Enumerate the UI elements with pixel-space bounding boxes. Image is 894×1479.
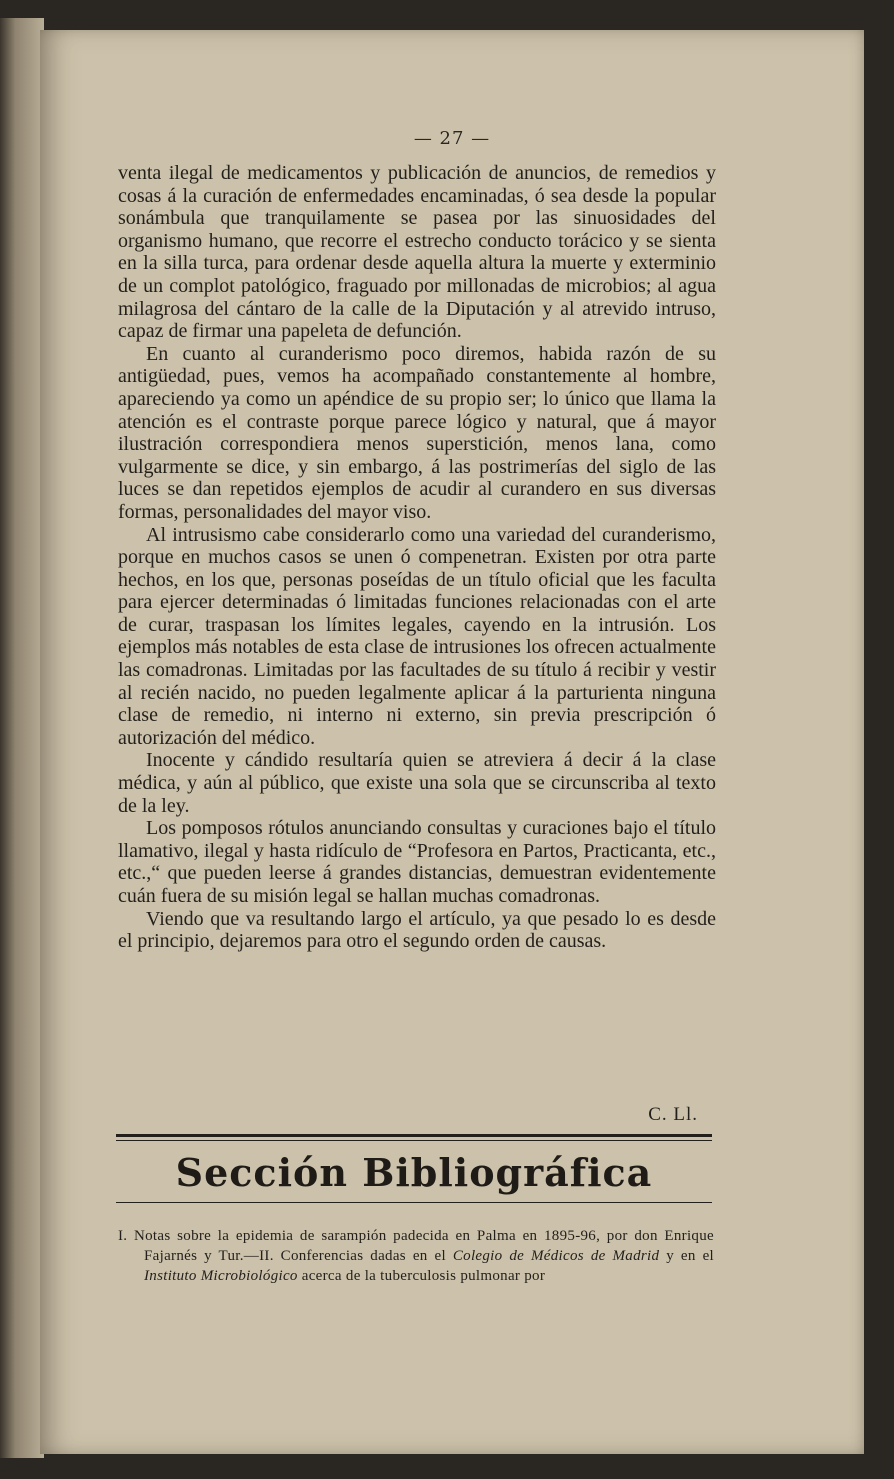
section-divider-thick: [116, 1134, 712, 1137]
entry-text-3: acerca de la tuberculosis pulmonar por: [297, 1268, 546, 1284]
paragraph-6: Viendo que va resultando largo el artículo, ya que pesado lo es desde el principio, dejaremos para otro el segundo orden de causas.: [118, 907, 716, 953]
previous-page-edge: [0, 18, 44, 1458]
article-body: [118, 162, 716, 953]
bibliography-entry: [118, 1226, 714, 1286]
entry-italic-1: Colegio de Médicos de Madrid: [452, 1248, 660, 1264]
bibliography-list: [118, 1226, 714, 1286]
heading-underline: [116, 1202, 712, 1203]
section-heading: Sección Bibliográfica: [175, 1150, 653, 1195]
author-signature: C. Ll.: [648, 1104, 698, 1125]
paragraph-3: Al intrusismo cabe considerarlo como una variedad del curanderismo, porque en muchos casos se unen ó compenetran. Existen por otra parte hechos, en los que, personas poseídas de un título oficial que les faculta para ejercer determinadas ó limitadas funciones relacionadas con el arte de curar, traspasan los límites legales, cayendo en la intrusión. Los ejemplos más notables de esta clase de intrusiones los ofrecen actualmente las comadronas. Limitadas por las facultades de su título á recibir y vestir al recién nacido, no pueden legalmente aplicar á la parturienta ninguna clase de remedio, ni interno ni externo, sin previa prescripción ó autorización del médico.: [118, 523, 716, 749]
entry-text-2: y en el: [659, 1248, 714, 1264]
entry-text-1: I. Notas sobre la epidemia de sarampión padecida en Palma en 1895-96, por don Enrique Fajarnés y Tur.—II. Conferencias dadas en el: [118, 1228, 714, 1264]
paragraph-2: En cuanto al curanderismo poco diremos, habida razón de su antigüedad, pues, vemos ha acompañado constantemente al hombre, apareciendo ya como un apéndice de su propio ser; lo único que llama la atención es el contraste porque parece lógico y natural, que á mayor ilustración correspondiera menos superstición, menos lana, como vulgarmente se dice, y sin embargo, á las postrimerías del siglo de las luces se dan repetidos ejemplos de acudir al curandero en sus diversas formas, personalidades del mayor viso.: [118, 342, 716, 523]
section-divider-thin: [116, 1140, 712, 1141]
paragraph-1: venta ilegal de medicamentos y publicación de anuncios, de remedios y cosas á la curación de enfermedades encaminadas, ó sea desde la popular sonámbula que tranquilamente se pasea por las sinuosidades del organismo humano, que recorre el estrecho conducto torácico y se sienta en la silla turca, para ordenar desde aquella altura la muerte y exterminio de un complot patológico, fraguado por millonadas de microbios; al agua milagrosa del cántaro de la calle de la Diputación y al atrevido intruso, capaz de firmar una papeleta de defunción.: [118, 162, 716, 343]
document-page: [40, 30, 864, 1454]
paragraph-4: Inocente y cándido resultaría quien se atreviera á decir á la clase médica, y aún al público, que existe una sola que se circunscriba al texto de la ley.: [118, 749, 716, 817]
paragraph-5: Los pomposos rótulos anunciando consultas y curaciones bajo el título llamativo, ilegal y hasta ridículo de “Profesora en Partos, Practicanta, etc., etc.,“ que pueden leerse á grandes distancias, demuestran evidentemente cuán fuera de su misión legal se hallan muchas comadronas.: [118, 817, 716, 907]
page-number: — 27 —: [413, 128, 491, 149]
entry-italic-2: Instituto Microbiológico: [144, 1268, 298, 1284]
